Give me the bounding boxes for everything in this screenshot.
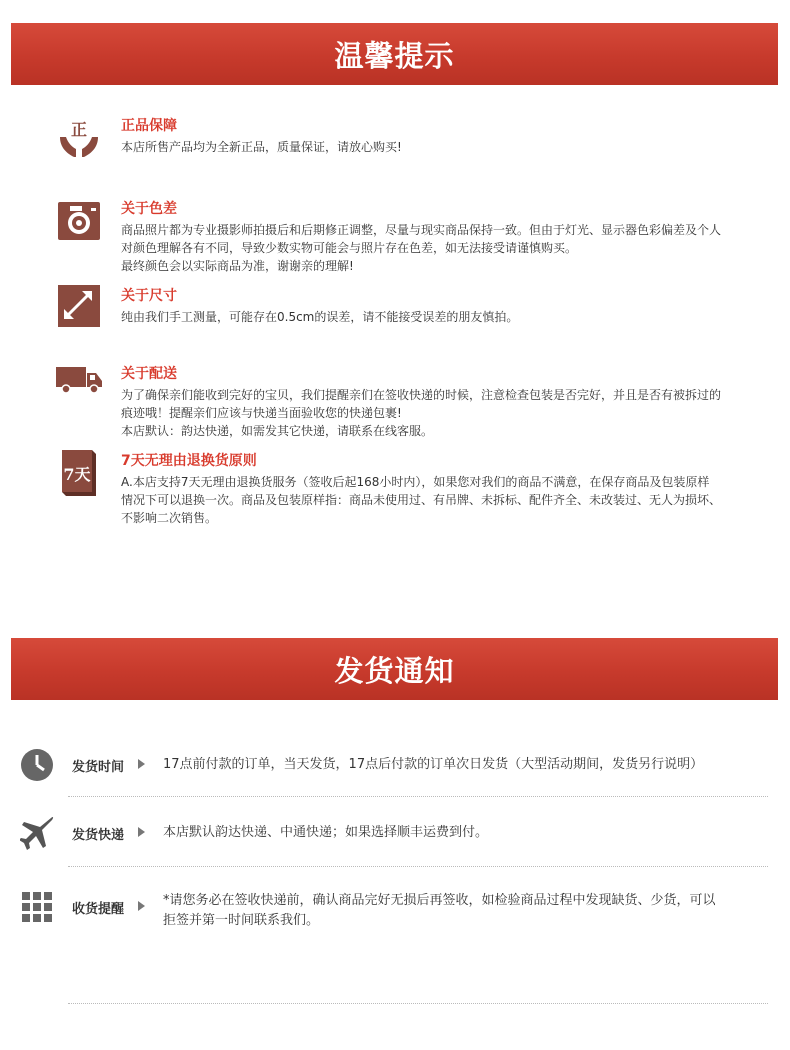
shipping-row-label: 收货提醒 bbox=[72, 902, 125, 917]
shipping-row-text: *请您务必在签收快递前，确认商品完好无损后再签收，如检验商品过程中发现缺货、少货，可以 拒签并第一时间联系我们。 bbox=[163, 893, 716, 928]
notice-item-text: 本店所售产品均为全新正品，质量保证，请放心购买! bbox=[121, 140, 402, 154]
genuine-hands-icon bbox=[56, 115, 102, 161]
svg-text:正: 正 bbox=[70, 120, 88, 139]
shipping-row-label: 发货时间 bbox=[72, 760, 125, 775]
divider bbox=[68, 1003, 768, 1004]
notice-item-title: 关于色差 bbox=[121, 201, 177, 217]
notice-item-title: 7天无理由退换货原则 bbox=[121, 453, 257, 469]
divider bbox=[68, 866, 768, 867]
shipping-row-text: 本店默认韵达快递、中通快递；如果选择顺丰运费到付。 bbox=[163, 825, 489, 840]
truck-icon bbox=[54, 363, 104, 409]
arrow-right-icon bbox=[138, 759, 145, 769]
notice-banner-title: 温馨提示 bbox=[334, 38, 455, 73]
clock-icon bbox=[20, 748, 54, 782]
shipping-row-label: 发货快递 bbox=[72, 828, 125, 843]
notice-banner bbox=[11, 23, 778, 85]
notice-item-title: 关于配送 bbox=[121, 366, 177, 382]
notice-item-title: 关于尺寸 bbox=[121, 288, 177, 304]
shipping-banner bbox=[11, 638, 778, 700]
shipping-row-text: 17点前付款的订单，当天发货，17点后付款的订单次日发货（大型活动期间，发货另行说明） bbox=[163, 757, 704, 772]
camera-icon bbox=[56, 198, 102, 244]
notice-item-text: 纯由我们手工测量，可能存在0.5cm的误差，请不能接受误差的朋友慎拍。 bbox=[121, 310, 519, 324]
arrow-right-icon bbox=[138, 827, 145, 837]
notice-item-title: 正品保障 bbox=[121, 118, 177, 134]
divider bbox=[68, 796, 768, 797]
notice-item-text: 商品照片都为专业摄影师拍摄后和后期修正调整，尽量与现实商品保持一致。但由于灯光、显示器色彩偏差及个人 对颜色理解各有不同，导致少数实物可能会与照片存在色差，如无法接受请谨慎购买。 最终颜色会以实际商品为准，谢谢亲的理解! bbox=[121, 223, 722, 273]
ruler-arrow-icon bbox=[56, 285, 102, 331]
shipping-banner-title: 发货通知 bbox=[334, 653, 455, 688]
notice-item-text: 为了确保亲们能收到完好的宝贝，我们提醒亲们在签收快递的时候，注意检查包装是否完好，并且是否有被拆过的 痕迹哦！提醒亲们应该与快递当面验收您的快递包裹! 本店默认：韵达快递，如需发其它快递，请联系在线客服。 bbox=[121, 388, 722, 438]
grid-icon bbox=[20, 890, 54, 924]
notice-item-text: A.本店支持7天无理由退换货服务（签收后起168小时内），如果您对我们的商品不满意，在保存商品及包装原样 情况下可以退换一次。商品及包装原样指：商品未使用过、有吊牌、未拆标、配件齐全、未改装过、无人为损坏、 不影响二次销售。 bbox=[121, 475, 722, 525]
arrow-right-icon bbox=[138, 901, 145, 911]
svg-text:7天: 7天 bbox=[63, 465, 91, 484]
airplane-icon bbox=[20, 816, 54, 850]
seven-day-calendar-icon bbox=[56, 450, 102, 496]
